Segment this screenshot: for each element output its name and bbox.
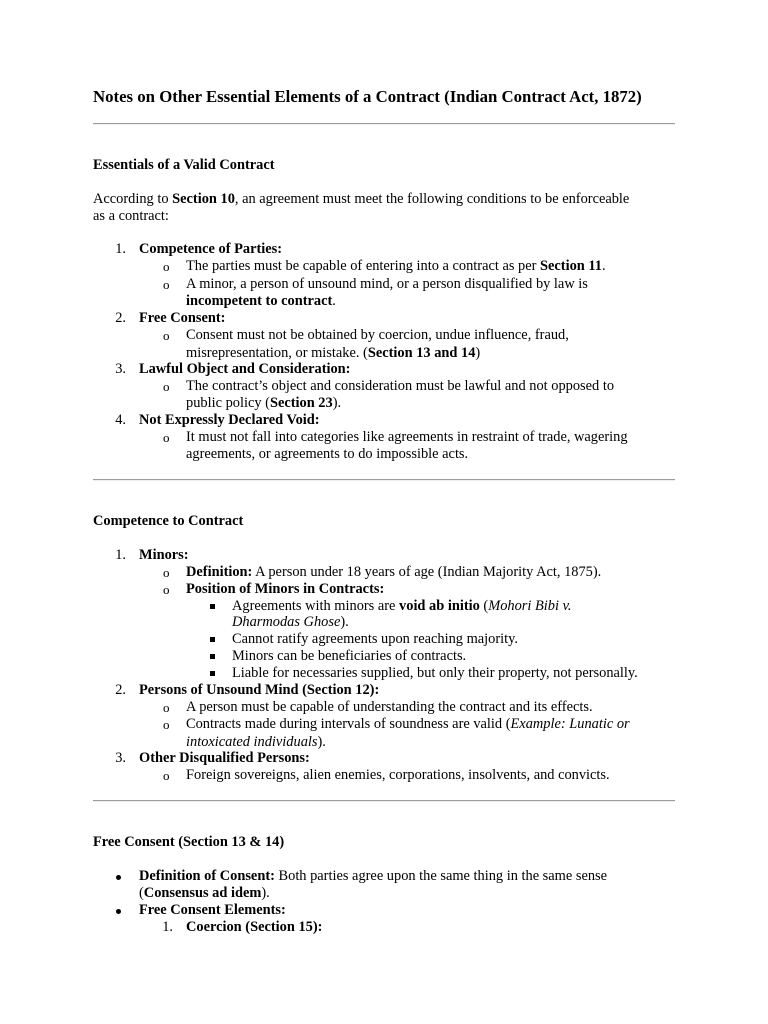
hollow-bullet-icon: o <box>163 277 170 292</box>
bullet-text-end: . <box>332 293 336 309</box>
bullet-bold: Section 11 <box>540 258 602 274</box>
list-item-label: Competence of Parties: <box>139 241 283 257</box>
square-bullet-icon <box>210 637 215 642</box>
square-bullet-icon <box>210 604 215 609</box>
list-bullet-text: A person must be capable of understanding the contract and its effects. <box>186 699 593 715</box>
subbullet-text: ). <box>340 614 349 630</box>
subbullet-text: ( <box>479 598 489 614</box>
section-heading-free-consent: Free Consent (Section 13 & 14) <box>93 834 285 850</box>
list-number: 2. <box>115 310 126 326</box>
bullet-bold: Section 13 and 14 <box>367 345 476 361</box>
list-bullet-text-cont <box>186 734 326 751</box>
square-bullet-icon <box>210 654 215 659</box>
divider <box>93 123 675 125</box>
list-item-label: Not Expressly Declared Void: <box>139 412 320 428</box>
list-number: 2. <box>115 682 126 698</box>
bullet-text-end: ). <box>332 395 342 411</box>
subbullet-bold: void ab initio <box>399 598 480 614</box>
list-bullet-text-cont <box>139 885 270 902</box>
list-bullet-text: Free Consent Elements: <box>139 902 286 918</box>
bullet-text: Contracts made during intervals of soundness are valid ( <box>186 716 511 732</box>
list-item-label: Free Consent: <box>139 310 226 326</box>
bullet-text: public policy ( <box>186 395 270 411</box>
hollow-bullet-icon: o <box>163 379 170 394</box>
list-bullet-text-cont <box>186 395 341 412</box>
bullet-bold: Section 23 <box>269 395 333 411</box>
list-bullet-text <box>186 716 630 733</box>
list-subbullet-text-cont <box>232 614 349 631</box>
list-bullet-text: A minor, a person of unsound mind, or a person disqualified by law is <box>186 276 588 292</box>
list-bullet-text <box>139 868 607 885</box>
section-intro-line2: as a contract: <box>93 208 169 224</box>
hollow-bullet-icon: o <box>163 430 170 445</box>
hollow-bullet-icon: o <box>163 259 170 274</box>
subbullet-italic: Mohori Bibi v. <box>488 598 572 614</box>
list-bullet-text: The contract’s object and consideration must be lawful and not opposed to <box>186 378 615 394</box>
bullet-text-end: ). <box>261 885 270 901</box>
intro-text: According to <box>93 191 173 207</box>
list-bullet-text: Foreign sovereigns, alien enemies, corporations, insolvents, and convicts. <box>186 767 610 783</box>
list-bullet-text: It must not fall into categories like agreements in restraint of trade, wagering <box>186 429 628 445</box>
list-bullet-text-cont <box>186 293 336 310</box>
filled-bullet-icon <box>116 875 121 880</box>
bullet-bold: Definition: <box>186 564 253 580</box>
bullet-text: A person under 18 years of age (Indian Majority Act, 1875). <box>252 564 602 580</box>
list-item-label: Persons of Unsound Mind (Section 12): <box>139 682 380 698</box>
list-number: 1. <box>162 919 173 935</box>
subbullet-italic: Dharmodas Ghose <box>232 614 341 630</box>
list-bullet-text <box>186 258 606 275</box>
bullet-bold: Definition of Consent: <box>139 868 275 884</box>
list-number: 3. <box>115 750 126 766</box>
list-item-label: Other Disqualified Persons: <box>139 750 310 766</box>
divider <box>93 479 675 481</box>
hollow-bullet-icon: o <box>163 700 170 715</box>
hollow-bullet-icon: o <box>163 565 170 580</box>
list-bullet-text: Position of Minors in Contracts: <box>186 581 385 597</box>
list-bullet-text <box>186 564 601 581</box>
bullet-bold: Consensus ad idem <box>143 885 262 901</box>
list-subbullet-text: Cannot ratify agreements upon reaching majority. <box>232 631 518 647</box>
list-bullet-text: Consent must not be obtained by coercion, undue influence, fraud, <box>186 327 569 343</box>
divider <box>93 800 675 802</box>
list-number: 3. <box>115 361 126 377</box>
list-bullet-text-cont <box>186 345 480 362</box>
bullet-text-end: ). <box>317 734 326 750</box>
filled-bullet-icon <box>116 909 121 914</box>
list-subbullet-text: Minors can be beneficiaries of contracts. <box>232 648 467 664</box>
hollow-bullet-icon: o <box>163 768 170 783</box>
list-number: 1. <box>115 547 126 563</box>
bullet-text: misrepresentation, or mistake. ( <box>186 345 368 361</box>
square-bullet-icon <box>210 671 215 676</box>
bullet-text: The parties must be capable of entering into a contract as per <box>186 258 541 274</box>
intro-bold: Section 10 <box>172 191 235 207</box>
list-bullet-text-cont: agreements, or agreements to do impossible acts. <box>186 446 469 462</box>
hollow-bullet-icon: o <box>163 717 170 732</box>
list-number: 1. <box>115 241 126 257</box>
hollow-bullet-icon: o <box>163 582 170 597</box>
list-number: 4. <box>115 412 126 428</box>
hollow-bullet-icon: o <box>163 328 170 343</box>
bullet-italic: Example: Lunatic or <box>510 716 630 732</box>
list-item-label: Minors: <box>139 547 189 563</box>
section-heading-essentials: Essentials of a Valid Contract <box>93 157 275 173</box>
section-intro <box>93 191 629 208</box>
page-title: Notes on Other Essential Elements of a Contract (Indian Contract Act, 1872) <box>93 87 642 106</box>
list-item-label: Lawful Object and Consideration: <box>139 361 351 377</box>
bullet-text: ( <box>139 885 144 901</box>
bullet-bold: incompetent to contract <box>186 293 333 309</box>
list-subbullet-text <box>232 598 571 615</box>
intro-text-cont: , an agreement must meet the following conditions to be enforceable <box>234 191 630 207</box>
bullet-text: Both parties agree upon the same thing in the same sense <box>274 868 608 884</box>
section-heading-competence: Competence to Contract <box>93 513 244 529</box>
list-subbullet-text: Liable for necessaries supplied, but only their property, not personally. <box>232 665 638 681</box>
bullet-text-end: . <box>602 258 606 274</box>
subbullet-text: Agreements with minors are <box>232 598 400 614</box>
list-item-label: Coercion (Section 15): <box>186 919 323 935</box>
bullet-text-end: ) <box>475 345 481 361</box>
bullet-italic: intoxicated individuals <box>186 734 318 750</box>
